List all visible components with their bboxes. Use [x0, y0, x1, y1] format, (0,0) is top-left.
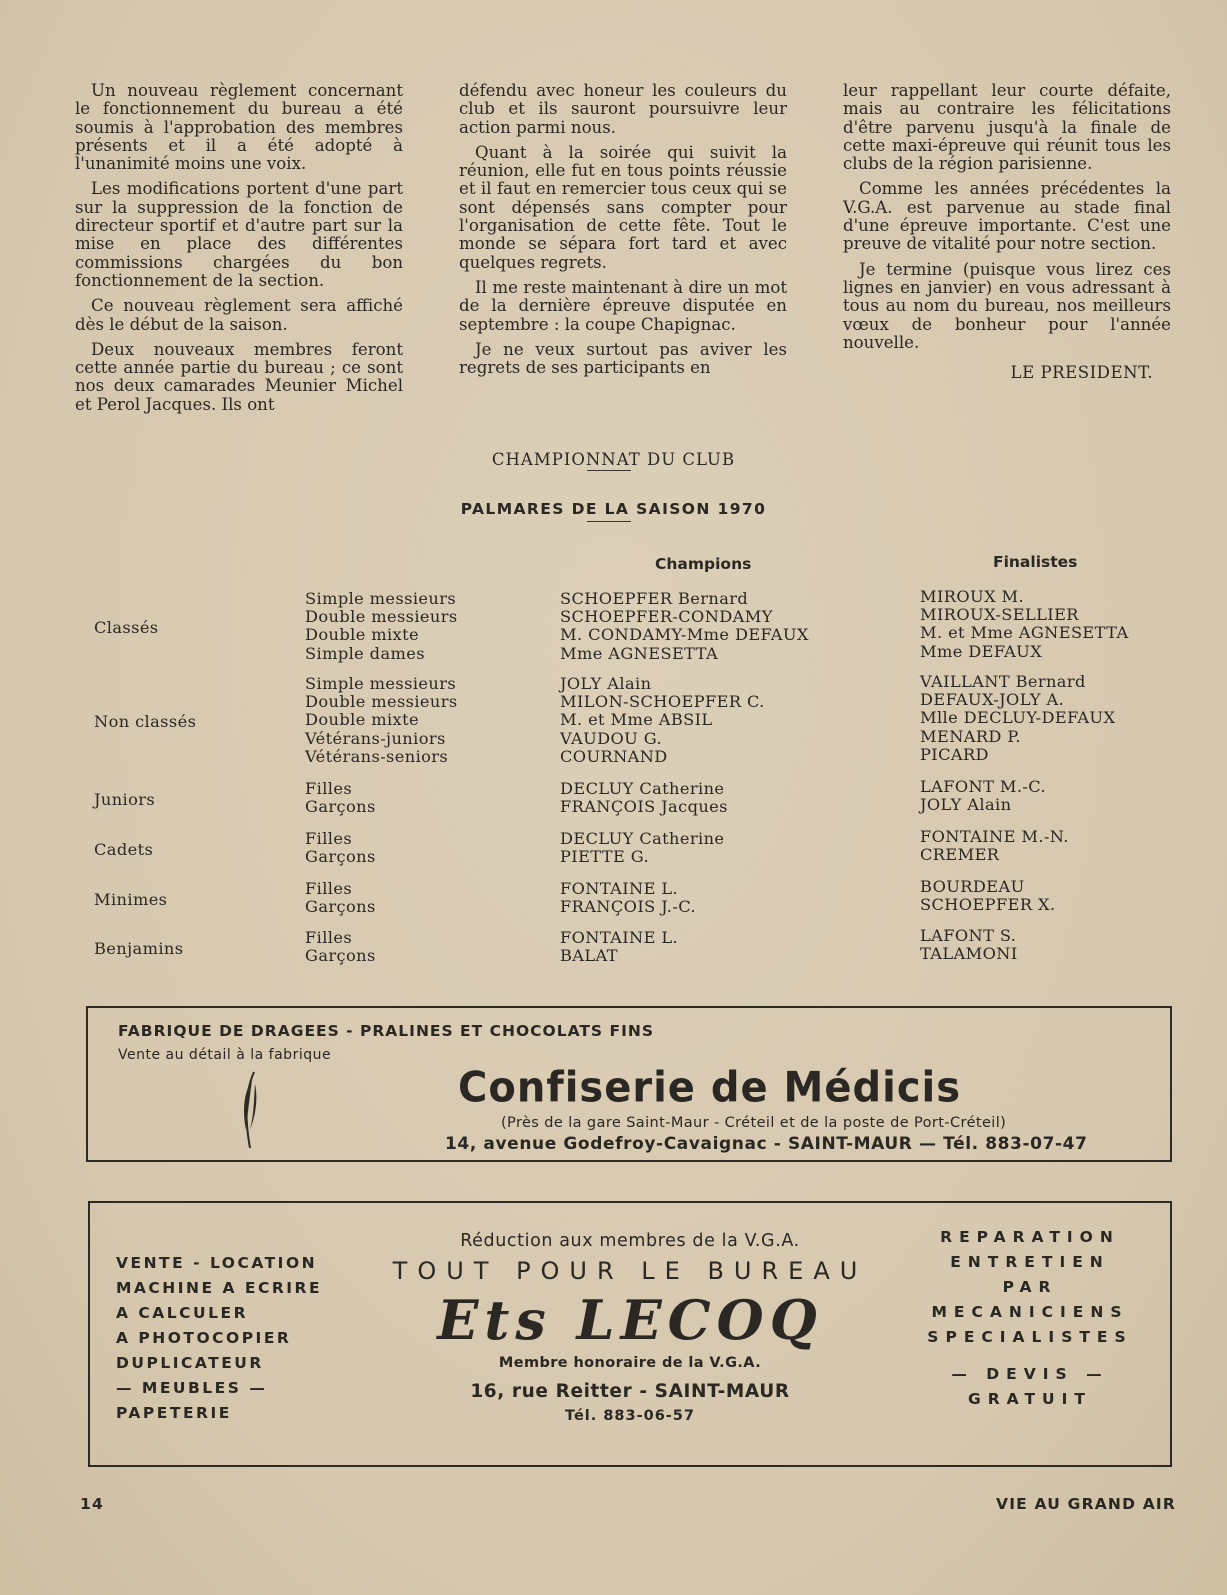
ad-phone: Tél. 883-06-57 [565, 1408, 695, 1424]
champion-name: BALAT [560, 946, 618, 966]
category-label: Benjamins [94, 939, 184, 959]
repair-line: ENTRETIEN [950, 1253, 1110, 1271]
finalists-list [920, 878, 1055, 914]
event-label: Filles [305, 779, 353, 798]
event-label: Garçons [305, 797, 376, 817]
finalists-list [920, 927, 1018, 963]
paragraph: Deux nouveaux membres feront cette année partie du bureau ; ce sont nos deux camarades Meunier Michel et Perol Jacques. Ils ont [75, 339, 403, 414]
champion-name: Mme AGNESETTA [560, 643, 719, 663]
finalist-name: M. et Mme AGNESETTA [920, 623, 1129, 643]
event-label: Filles [305, 928, 353, 947]
champion-name: COURNAND [560, 746, 668, 766]
champion-name: FONTAINE L. [560, 879, 679, 898]
champion-name: PIETTE G. [560, 847, 650, 867]
article-column-2 [459, 82, 787, 384]
events-list [305, 880, 376, 916]
ad-tagline: FABRIQUE DE DRAGEES - PRALINES ET CHOCOLATS FINS [118, 1022, 654, 1040]
category-label: Juniors [94, 790, 156, 810]
champion-name: M. CONDAMY-Mme DEFAUX [560, 625, 809, 645]
finalist-name: LAFONT S. [920, 926, 1017, 945]
service-line: PAPETERIE [116, 1404, 232, 1422]
ad-brand: Ets LECOQ [437, 1288, 823, 1352]
paragraph: Ce nouveau règlement sera affiché dès le début de la saison. [75, 296, 403, 334]
finalist-name: MIROUX-SELLIER [920, 605, 1079, 625]
paragraph: Un nouveau règlement concernant le fonctionnement du bureau a été soumis à l'approbation des membres présents et il a été adopté à l'unanimité moins une voix. [75, 81, 403, 174]
magazine-name: VIE AU GRAND AIR [996, 1495, 1177, 1513]
event-label: Double messieurs [305, 692, 458, 712]
article-column-3 [843, 82, 1171, 382]
paragraph: défendu avec honeur les couleurs du club et ils sauront poursuivre leur action parmi nous. [459, 81, 787, 137]
event-label: Garçons [305, 946, 376, 966]
category-label: Non classés [94, 712, 197, 732]
service-line: A CALCULER [116, 1304, 249, 1322]
ad-member: Membre honoraire de la V.G.A. [498, 1355, 762, 1371]
champion-name: SCHOEPFER Bernard [560, 589, 749, 608]
ad-location: (Près de la gare Saint-Maur - Créteil et de la poste de Port-Créteil) [501, 1115, 1007, 1131]
service-line: MACHINE A ECRIRE [116, 1279, 323, 1297]
repair-line: — DEVIS — [951, 1365, 1109, 1383]
events-list [305, 929, 376, 965]
ad-brand: Confiserie de Médicis [458, 1063, 962, 1113]
champions-list [560, 880, 696, 916]
finalist-name: LAFONT M.-C. [920, 777, 1046, 796]
event-label: Vétérans-juniors [305, 728, 446, 748]
champion-name: FRANÇOIS Jacques [560, 797, 728, 817]
champion-name: JOLY Alain [560, 674, 652, 693]
wheat-icon [236, 1070, 266, 1154]
ad-ets-lecoq [88, 1201, 1172, 1467]
finalists-list [920, 588, 1129, 661]
champion-name: DECLUY Catherine [560, 779, 725, 798]
paragraph: Quant à la soirée qui suivit la réunion, elle fut en tous points réussie et il faut en remercier tous ceux qui se sont dépensés sans compter pour l'organisation de cette fête. Tout le monde se sépara fort tard et avec quelques regrets. [459, 142, 787, 272]
divider [587, 521, 631, 522]
repair-line: MECANICIENS [931, 1303, 1129, 1321]
events-list [305, 830, 376, 866]
finalists-header: Finalistes [993, 553, 1078, 571]
finalist-name: MIROUX M. [920, 587, 1025, 606]
ad-center [360, 1231, 900, 1424]
service-line: — MEUBLES — [116, 1379, 268, 1397]
paragraph: Il me reste maintenant à dire un mot de la dernière épreuve disputée en septembre : la coupe Chapignac. [459, 277, 787, 334]
event-label: Vétérans-seniors [305, 746, 449, 766]
paragraph: leur rappellant leur courte défaite, mais au contraire les félicitations d'être parvenu jusqu'à la finale de cette maxi-épreuve qui réunit tous les clubs de la région parisienne. [843, 81, 1171, 174]
finalist-name: FONTAINE M.-N. [920, 827, 1069, 846]
finalist-name: Mlle DECLUY-DEFAUX [920, 708, 1116, 728]
champion-name: FRANÇOIS J.-C. [560, 897, 696, 917]
event-label: Simple messieurs [305, 674, 457, 693]
champion-name: MILON-SCHOEPFER C. [560, 692, 765, 712]
category-label: Classés [94, 618, 159, 638]
events-list [305, 590, 458, 663]
event-label: Double mixte [305, 625, 419, 645]
ad-reduction: Réduction aux membres de la V.G.A. [460, 1231, 800, 1251]
page-number: 14 [80, 1495, 104, 1513]
category-label: Minimes [94, 890, 168, 910]
category-label: Cadets [94, 840, 154, 860]
ad-address: 14, avenue Godefroy-Cavaignac - SAINT-MAUR — Tél. 883-07-47 [445, 1134, 1088, 1154]
repair-line: REPARATION [940, 1228, 1120, 1246]
champions-list [560, 780, 728, 816]
repair-line: GRATUIT [968, 1390, 1092, 1408]
signature: LE PRESIDENT. [1010, 363, 1153, 383]
finalist-name: DEFAUX-JOLY A. [920, 690, 1065, 710]
paragraph: Je termine (puisque vous lirez ces lignes en janvier) en vous adressant à tous au nom du bureau, nos meilleurs vœux de bonheur pour l'année nouvelle. [843, 259, 1171, 352]
divider [587, 470, 631, 471]
championship-title: CHAMPIONNAT DU CLUB [491, 450, 736, 469]
paragraph: Je ne veux surtout pas aviver les regrets de ses participants en [459, 339, 787, 378]
finalist-name: TALAMONI [920, 944, 1018, 964]
champions-list [560, 830, 724, 866]
finalist-name: JOLY Alain [920, 795, 1012, 815]
event-label: Simple dames [305, 643, 425, 663]
service-line: A PHOTOCOPIER [116, 1329, 292, 1347]
ad-confiserie-medicis [86, 1006, 1172, 1162]
event-label: Filles [305, 829, 353, 848]
finalist-name: CREMER [920, 845, 1000, 865]
finalists-list [920, 828, 1069, 864]
champions-header: Champions [655, 555, 752, 573]
champion-name: M. et Mme ABSIL [560, 710, 713, 730]
ad-headline: TOUT POUR LE BUREAU [392, 1257, 868, 1285]
event-label: Garçons [305, 847, 376, 867]
paragraph: Comme les années précédentes la V.G.A. est parvenue au stade final d'une épreuve importante. C'est une preuve de vitalité pour notre section. [843, 179, 1171, 254]
champion-name: VAUDOU G. [560, 728, 663, 748]
ad-repair-list [910, 1225, 1150, 1412]
champion-name: FONTAINE L. [560, 928, 679, 947]
finalist-name: MENARD P. [920, 726, 1021, 746]
champions-list [560, 929, 678, 965]
finalist-name: PICARD [920, 744, 989, 764]
champion-name: SCHOEPFER-CONDAMY [560, 607, 773, 627]
event-label: Double mixte [305, 710, 419, 730]
event-label: Filles [305, 879, 353, 898]
championship-subtitle: PALMARES DE LA SAISON 1970 [460, 500, 767, 518]
champions-list [560, 590, 809, 663]
finalist-name: Mme DEFAUX [920, 641, 1043, 661]
finalists-list [920, 673, 1115, 764]
event-label: Garçons [305, 897, 376, 917]
event-label: Double messieurs [305, 607, 458, 627]
ad-address: 16, rue Reitter - SAINT-MAUR [470, 1381, 790, 1402]
finalist-name: SCHOEPFER X. [920, 895, 1056, 915]
article-column-1 [75, 82, 403, 421]
repair-line: SPECIALISTES [927, 1328, 1133, 1346]
events-list [305, 675, 458, 766]
events-list [305, 780, 376, 816]
ad-retail: Vente au détail à la fabrique [118, 1047, 332, 1063]
champions-list [560, 675, 765, 766]
service-line: DUPLICATEUR [116, 1354, 264, 1372]
finalist-name: VAILLANT Bernard [920, 672, 1086, 691]
service-line: VENTE - LOCATION [116, 1254, 318, 1272]
event-label: Simple messieurs [305, 589, 457, 608]
repair-line [910, 1350, 1150, 1362]
repair-line: PAR [1002, 1278, 1058, 1296]
champion-name: DECLUY Catherine [560, 829, 725, 848]
paragraph: Les modifications portent d'une part sur la suppression de la fonction de directeur sportif et d'autre part sur la mise en place des différentes commissions chargées du bon fonctionnement de la section. [75, 179, 403, 290]
finalists-list [920, 778, 1046, 814]
ad-services-list [116, 1251, 322, 1426]
finalist-name: BOURDEAU [920, 877, 1025, 896]
